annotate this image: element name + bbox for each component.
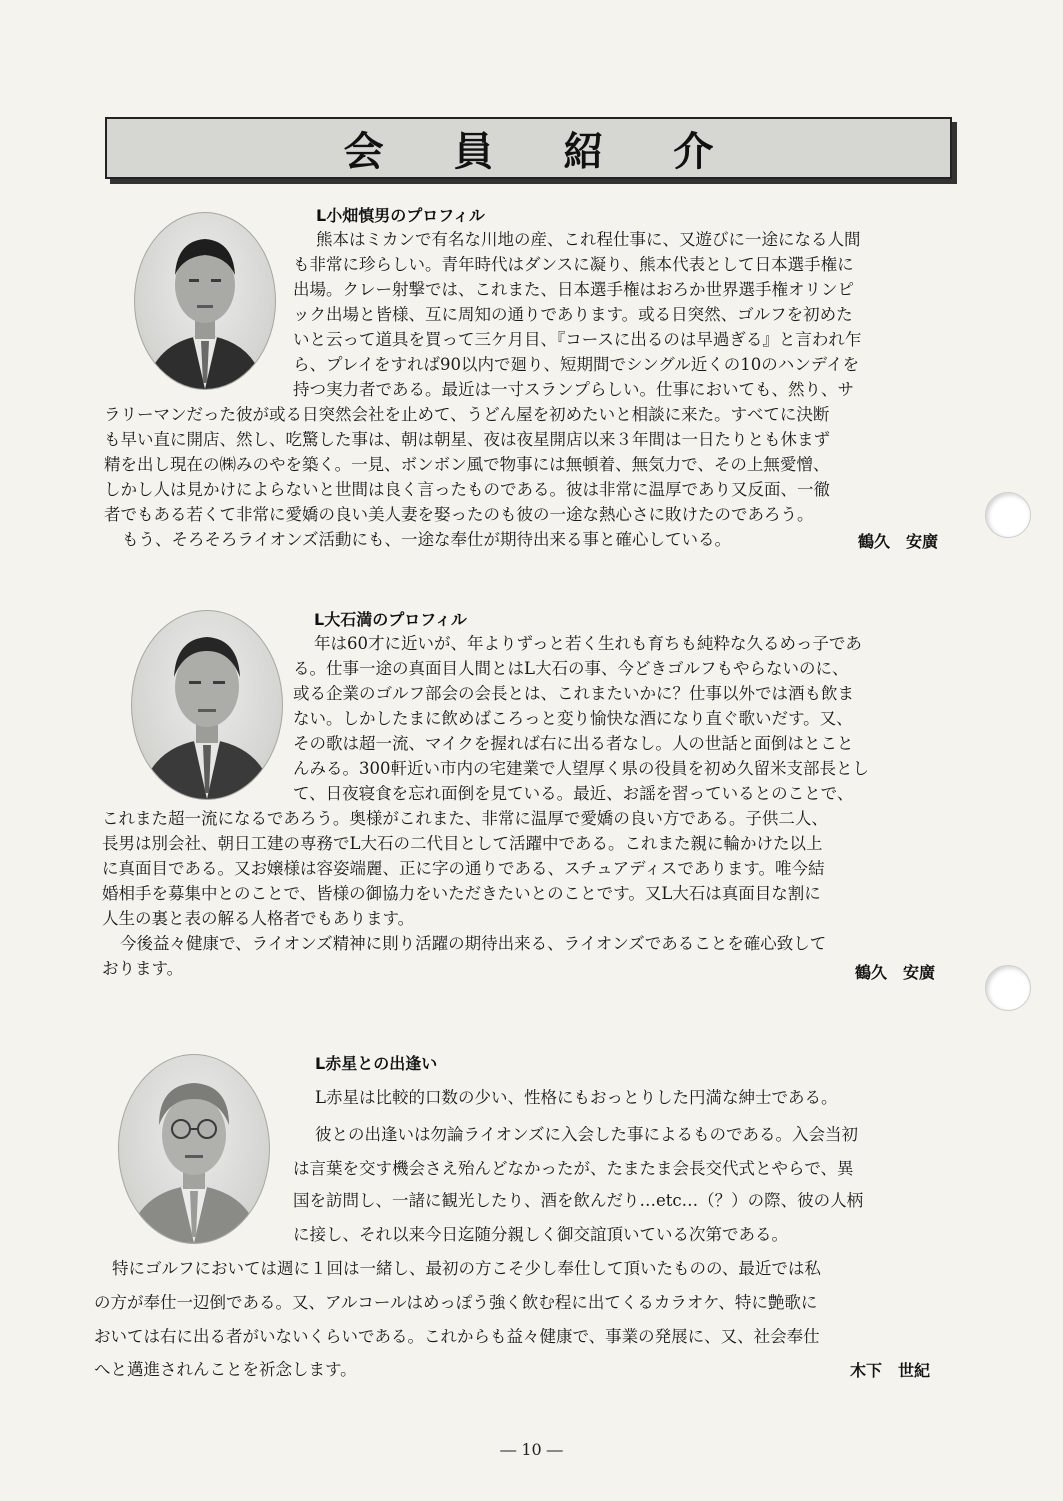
profile-signature: 鶴久 安廣 xyxy=(858,532,939,551)
profile-text-line: る。仕事一途の真面目人間とはL大石の事、今どきゴルフもやらないのに、 xyxy=(293,659,849,678)
profile-text-line: 熊本はミカンで有名な川地の産、これ程仕事に、又遊びに一途になる人間 xyxy=(316,230,861,249)
profile-text-line: ラリーマンだった彼が或る日突然会社を止めて、うどん屋を初めたいと相談に来た。すべてに決断 xyxy=(104,405,830,424)
profile-text-line: もう、そろそろライオンズ活動にも、一途な奉仕が期待出来る事と確心している。 xyxy=(122,530,732,549)
profile-text-line: 年は60才に近いが、年よりずっと若く生れも育ちも純粋な久るめっ子であ xyxy=(314,634,862,653)
binder-hole-top xyxy=(985,492,1031,538)
profile-text-line: 精を出し現在の㈱みのやを築く。一見、ボンボン風で物事には無頓着、無気力で、その上無愛憎、 xyxy=(104,455,830,474)
profile-text-line: 出場。クレー射撃では、これまた、日本選手権はおろか世界選手権オリンピ xyxy=(293,280,854,299)
profile-text-line: て、日夜寝食を忘れ面倒を見ている。最近、お謡を習っているとのことで、 xyxy=(293,784,854,803)
profile-text-line: も早い直に開店、然し、吃驚した事は、朝は朝星、夜は夜星開店以来３年間は一日たりとも休まず xyxy=(104,430,830,449)
profile-text-line: その歌は超一流、マイクを握れば右に出る者なし。人の世話と面倒はとこと xyxy=(293,734,854,753)
profile-text-line: おいては右に出る者がいないくらいである。これからも益々健康で、事業の発展に、又、社会奉仕 xyxy=(94,1327,820,1346)
profile-text-line: んみる。300軒近い市内の宅建業で人望厚く県の役員を初め久留米支部長とし xyxy=(293,759,869,778)
portrait-photo-oishi xyxy=(131,610,283,800)
title-banner xyxy=(105,117,952,179)
profile-text-line: 婚相手を募集中とのことで、皆様の御協力をいただきたいとのことです。又L大石は真面目な割に xyxy=(102,884,821,903)
profile-text-line: 彼との出逢いは勿論ライオンズに入会した事によるものである。入会当初 xyxy=(315,1125,859,1144)
profile-text-line: へと邁進されんことを祈念します。 xyxy=(94,1360,357,1379)
profile-signature: 鶴久 安廣 xyxy=(855,963,936,982)
portrait-photo-obata xyxy=(134,212,276,390)
profile-text-line: これまた超一流になるであろう。奥様がこれまた、非常に温厚で愛嬌の良い方である。子供二人、 xyxy=(102,809,828,828)
profile-text-line: に真面目である。又お嬢様は容姿端麗、正に字の通りである、スチュアディスであります。唯今結 xyxy=(102,859,825,878)
profile-heading: L小畑慎男のプロフィル xyxy=(316,206,485,225)
portrait-photo-akahoshi xyxy=(118,1054,270,1244)
profile-text-line: 今後益々健康で、ライオンズ精神に則り活躍の期待出来る、ライオンズであることを確心致して xyxy=(120,934,827,953)
profile-text-line: 長男は別会社、朝日工建の専務でL大石の二代目として活躍中である。これまた親に輪かけた以上 xyxy=(102,834,823,853)
profile-text-line: の方が奉仕一辺倒である。又、アルコールはめっぽう強く飲む程に出てくるカラオケ、特に艶歌に xyxy=(94,1293,818,1312)
page-number: ― 10 ― xyxy=(500,1440,563,1459)
profile-text-line: 国を訪問し、一諸に観光したり、酒を飲んだり…etc…（？）の際、彼の人柄 xyxy=(293,1191,864,1210)
portrait-figure xyxy=(132,611,282,799)
profile-text-line: L赤星は比較的口数の少い、性格にもおっとりした円満な紳士である。 xyxy=(315,1088,838,1107)
profile-heading: L赤星との出逢い xyxy=(315,1054,438,1073)
profile-text-line: ら、プレイをすれば90以内で廻り、短期間でシングル近くの10のハンデイを xyxy=(293,355,860,374)
binder-hole-bottom xyxy=(985,965,1031,1011)
profile-text-line: しかし人は見かけによらないと世間は良く言ったものである。彼は非常に温厚であり又反面、一徹 xyxy=(104,480,830,499)
portrait-figure xyxy=(119,1055,269,1243)
profile-signature: 木下 世紀 xyxy=(850,1361,931,1380)
profile-text-line: も非常に珍らしい。青年時代はダンスに凝り、熊本代表として日本選手権に xyxy=(293,255,854,274)
profile-text-line: いと云って道具を買って三ケ月目、『コースに出るのは早過ぎる』と言われ乍 xyxy=(293,330,862,349)
profile-heading: L大石満のプロフィル xyxy=(314,610,467,629)
portrait-figure xyxy=(135,213,275,389)
profile-text-line: 者でもある若くて非常に愛嬌の良い美人妻を娶ったのも彼の一途な熱心さに敗けたのであろう。 xyxy=(104,505,814,524)
profile-text-line: おります。 xyxy=(102,959,184,978)
profile-text-line: ない。しかしたまに飲めばころっと変り愉快な酒になり直ぐ歌いだす。又、 xyxy=(293,709,853,728)
profile-text-line: 特にゴルフにおいては週に１回は一緒し、最初の方こそ少し奉仕して頂いたものの、最近では私 xyxy=(112,1259,821,1278)
page-title: 会 員 紹 介 xyxy=(343,128,742,175)
profile-text-line: 持つ実力者である。最近は一寸スランプらしい。仕事においても、然り、サ xyxy=(293,380,854,399)
profile-text-line: は言葉を交す機会さえ殆んどなかったが、たまたま会長交代式とやらで、異 xyxy=(293,1159,854,1178)
profile-text-line: 人生の裏と表の解る人格者でもあります。 xyxy=(102,909,415,928)
profile-text-line: ック出場と皆様、互に周知の通りであります。或る日突然、ゴルフを初めた xyxy=(293,305,853,324)
profile-text-line: 或る企業のゴルフ部会の会長とは、これまたいかに？仕事以外では酒も飲ま xyxy=(293,684,854,703)
profile-text-line: に接し、それ以来今日迄随分親しく御交誼頂いている次第である。 xyxy=(293,1225,788,1244)
